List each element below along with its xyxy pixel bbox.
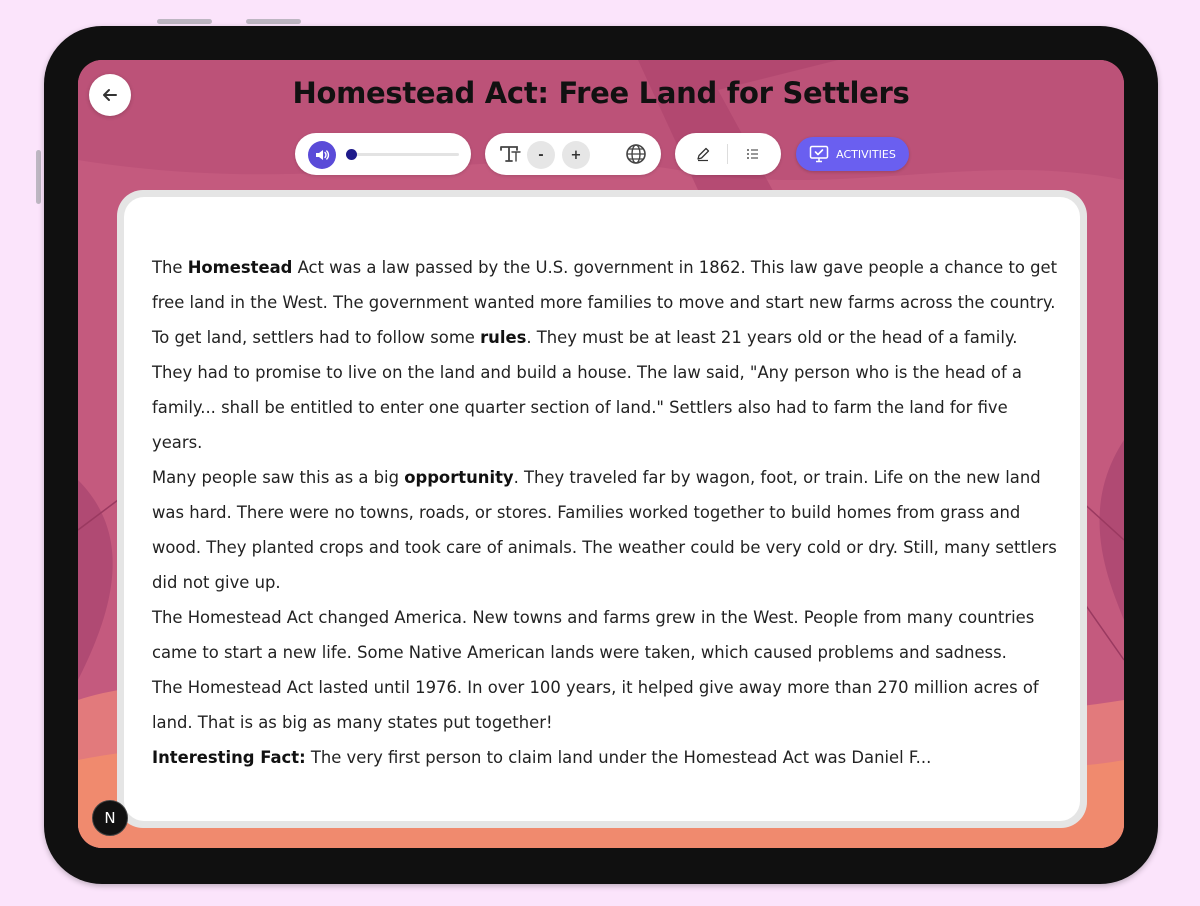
paragraph-text: . They traveled far by wagon, foot, or train. Life on the new land was hard. There were no towns, roads, or stores. Families worked together to build homes from grass and wood. They planted crops and took care of animals. The weather could be very cold or dry. Still, many settlers did not give up. xyxy=(152,468,1057,592)
pen-icon[interactable] xyxy=(695,146,711,162)
monitor-check-icon xyxy=(809,145,829,163)
article-paragraph xyxy=(152,460,1062,600)
paragraph-text: . They must be at least 21 years old or the head of a family. They had to promise to live on the land and build a house. The law said, "Any person who is the head of a family... shall be entitled to enter one quarter section of land." Settlers also had to farm the land for five years. xyxy=(152,328,1022,452)
vocabulary-word[interactable]: Interesting Fact: xyxy=(152,748,306,767)
font-size-icon[interactable] xyxy=(498,143,522,165)
increase-text-size-button[interactable]: + xyxy=(562,141,590,169)
paragraph-text: The Homestead Act changed America. New towns and farms grew in the West. People from many countries came to start a new life. Some Native American lands were taken, which caused problems and sadness. xyxy=(152,608,1035,662)
article-text xyxy=(152,250,1062,775)
paragraph-text: To get land, settlers had to follow some xyxy=(152,328,481,347)
globe-icon[interactable] xyxy=(625,143,647,165)
activities-button[interactable] xyxy=(796,137,909,171)
paragraph-text: The very first person to claim land under the Homestead Act was Daniel F... xyxy=(305,748,932,767)
decrease-text-size-button[interactable]: - xyxy=(527,141,555,169)
vocabulary-word[interactable]: opportunity xyxy=(404,468,514,487)
play-audio-button[interactable] xyxy=(308,141,336,169)
volume-button-top-2 xyxy=(246,19,301,24)
audio-player xyxy=(295,133,471,175)
article-paragraph xyxy=(152,250,1062,320)
reading-card[interactable] xyxy=(124,197,1080,821)
article-paragraph xyxy=(152,600,1062,670)
page-title: Homestead Act: Free Land for Settlers xyxy=(292,76,910,110)
article-paragraph xyxy=(152,670,1062,740)
article-paragraph xyxy=(152,740,1062,775)
paragraph-text: Act was a law passed by the U.S. government in 1862. This law gave people a chance to get free land in the West. The government wanted more families to move and start new farms across the country. xyxy=(152,258,1058,312)
app-screen xyxy=(78,60,1124,848)
vocabulary-word[interactable]: Homestead xyxy=(187,258,293,277)
tool-divider xyxy=(727,144,728,164)
paragraph-text: The Homestead Act lasted until 1976. In over 100 years, it helped give away more than 270 million acres of land. That is as big as many states put together! xyxy=(152,678,1039,732)
reading-card-frame xyxy=(117,190,1087,828)
volume-button-top xyxy=(157,19,212,24)
audio-progress-slider[interactable] xyxy=(349,153,459,156)
article-paragraph xyxy=(152,320,1062,460)
paragraph-text: Many people saw this as a big xyxy=(152,468,405,487)
vocabulary-word[interactable]: rules xyxy=(480,328,527,347)
list-icon[interactable] xyxy=(745,147,761,161)
speaker-icon xyxy=(314,147,330,163)
dev-badge[interactable]: N xyxy=(92,800,128,836)
activities-label: ACTIVITIES xyxy=(836,147,896,161)
paragraph-text: The xyxy=(152,258,188,277)
reading-tools xyxy=(675,133,781,175)
audio-progress-knob[interactable] xyxy=(346,149,357,160)
side-button xyxy=(36,150,41,204)
text-controls xyxy=(485,133,661,175)
